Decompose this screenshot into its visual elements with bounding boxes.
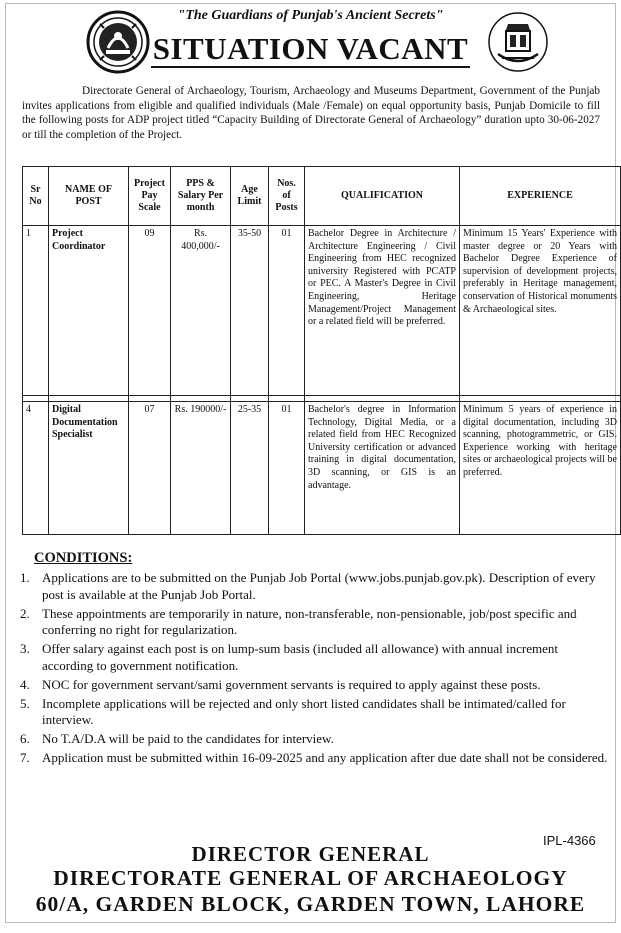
cell-sr: 1 — [23, 226, 49, 396]
condition-number: 6. — [20, 731, 30, 747]
header-experience: EXPERIENCE — [460, 167, 621, 226]
cell-age: 35-50 — [231, 226, 269, 396]
condition-text: Application must be submitted within 16-09-2025 and any application after due date shall not be considered. — [42, 750, 608, 766]
cell-salary: Rs. 400,000/- — [171, 226, 231, 396]
signatory-title: DIRECTOR GENERAL — [191, 842, 430, 866]
table-row — [23, 226, 621, 396]
condition-text: Applications are to be submitted on the Punjab Job Portal (www.jobs.punjab.gov.pk). Description of every post is available at the Punjab Job Portal. — [42, 570, 596, 602]
condition-number: 7. — [20, 750, 30, 766]
signatory-address: 60/A, GARDEN BLOCK, GARDEN TOWN, LAHORE — [35, 892, 586, 916]
cell-scale: 09 — [129, 226, 171, 396]
table-row — [23, 402, 621, 535]
condition-item — [20, 750, 612, 767]
cell-experience: Minimum 5 years of experience in digital documentation, including 3D scanning, photogrammetric, or GIS. Experience working with heritage sites or archaeological projects will be preferred. — [460, 402, 621, 535]
tagline: "The Guardians of Punjab's Ancient Secrets" — [177, 8, 444, 23]
condition-text: Offer salary against each post is on lump-sum basis (included all allowance) with annual increment according to government notification. — [42, 641, 558, 673]
condition-text: NOC for government servant/sami government servants is required to apply against these posts. — [42, 676, 541, 692]
conditions-heading: CONDITIONS: — [34, 550, 133, 566]
table-header-row — [23, 167, 621, 226]
conditions-list — [20, 570, 612, 769]
header-age: Age Limit — [231, 167, 269, 226]
page-title — [6, 31, 615, 67]
condition-item — [20, 605, 612, 639]
condition-number: 3. — [20, 641, 30, 657]
cell-nos: 01 — [269, 226, 305, 396]
advertisement-page — [5, 3, 616, 923]
header-scale: Project Pay Scale — [129, 167, 171, 226]
ipl-reference: IPL-4366 — [543, 833, 596, 848]
cell-scale: 07 — [129, 402, 171, 535]
cell-salary: Rs. 190000/- — [171, 402, 231, 535]
header-salary: PPS & Salary Per month — [171, 167, 231, 226]
condition-number: 1. — [20, 570, 30, 585]
posts-table — [22, 166, 621, 535]
condition-text: These appointments are temporarily in nature, non-transferable, non-pensionable, job/post specific and conferring no right for regularization. — [42, 605, 577, 638]
condition-number: 4. — [20, 676, 30, 692]
cell-age: 25-35 — [231, 402, 269, 535]
cell-nos: 01 — [269, 402, 305, 535]
condition-item — [20, 641, 612, 674]
condition-number: 5. — [20, 695, 30, 711]
condition-item — [20, 731, 612, 748]
cell-qualification: Bachelor's degree in Information Technology, Digital Media, or a related field from HEC Recognized University certification or advanced training in digital documentation, 3D scanning, or GIS is an advantage. — [305, 402, 460, 535]
condition-item — [20, 695, 612, 729]
header-post: NAME OF POST — [49, 167, 129, 226]
cell-qualification: Bachelor Degree in Architecture / Architecture Engineering / Civil Engineering from HEC recognized university Registered with PCATP or PEC. A Master's Degree in Civil Engineering, Heritage Management/Project Management or a related field will be preferred. — [305, 226, 460, 396]
signatory-office: DIRECTORATE GENERAL OF ARCHAEOLOGY — [53, 866, 568, 890]
header-sr: Sr No — [23, 167, 49, 226]
cell-experience: Minimum 15 Years' Experience with master degree or 20 Years with Bachelor Degree Experience of supervision of development projects, preferably in Heritage management, conservation of Historical monuments & Archaeological sites. — [460, 226, 621, 396]
cell-sr: 4 — [23, 402, 49, 535]
header-nos: Nos. of Posts — [269, 167, 305, 226]
cell-post: Project Coordinator — [49, 226, 129, 396]
intro-paragraph — [22, 84, 600, 142]
title-text: SITUATION VACANT — [152, 31, 469, 66]
header-qualification: QUALIFICATION — [305, 167, 460, 226]
intro-text: Directorate General of Archaeology, Tourism, Archaeology and Museums Department, Government of the Punjab invites applications from eligible and qualified individuals (Male /Female) on equal opportunity basis, Punjab Domicile to fill the following posts for ADP project titled “Capacity Building of Directorate General of Archaeology” duration upto 30-06-2027 or till the completion of the Project. — [22, 85, 600, 141]
cell-post: Digital Documentation Specialist — [49, 402, 129, 535]
condition-item — [20, 676, 612, 694]
condition-text: Incomplete applications will be rejected and only short listed candidates shall be intimated/called for interview. — [42, 695, 566, 728]
condition-text: No T.A/D.A will be paid to the candidates for interview. — [42, 731, 334, 747]
condition-number: 2. — [20, 605, 30, 621]
condition-item — [20, 570, 612, 603]
